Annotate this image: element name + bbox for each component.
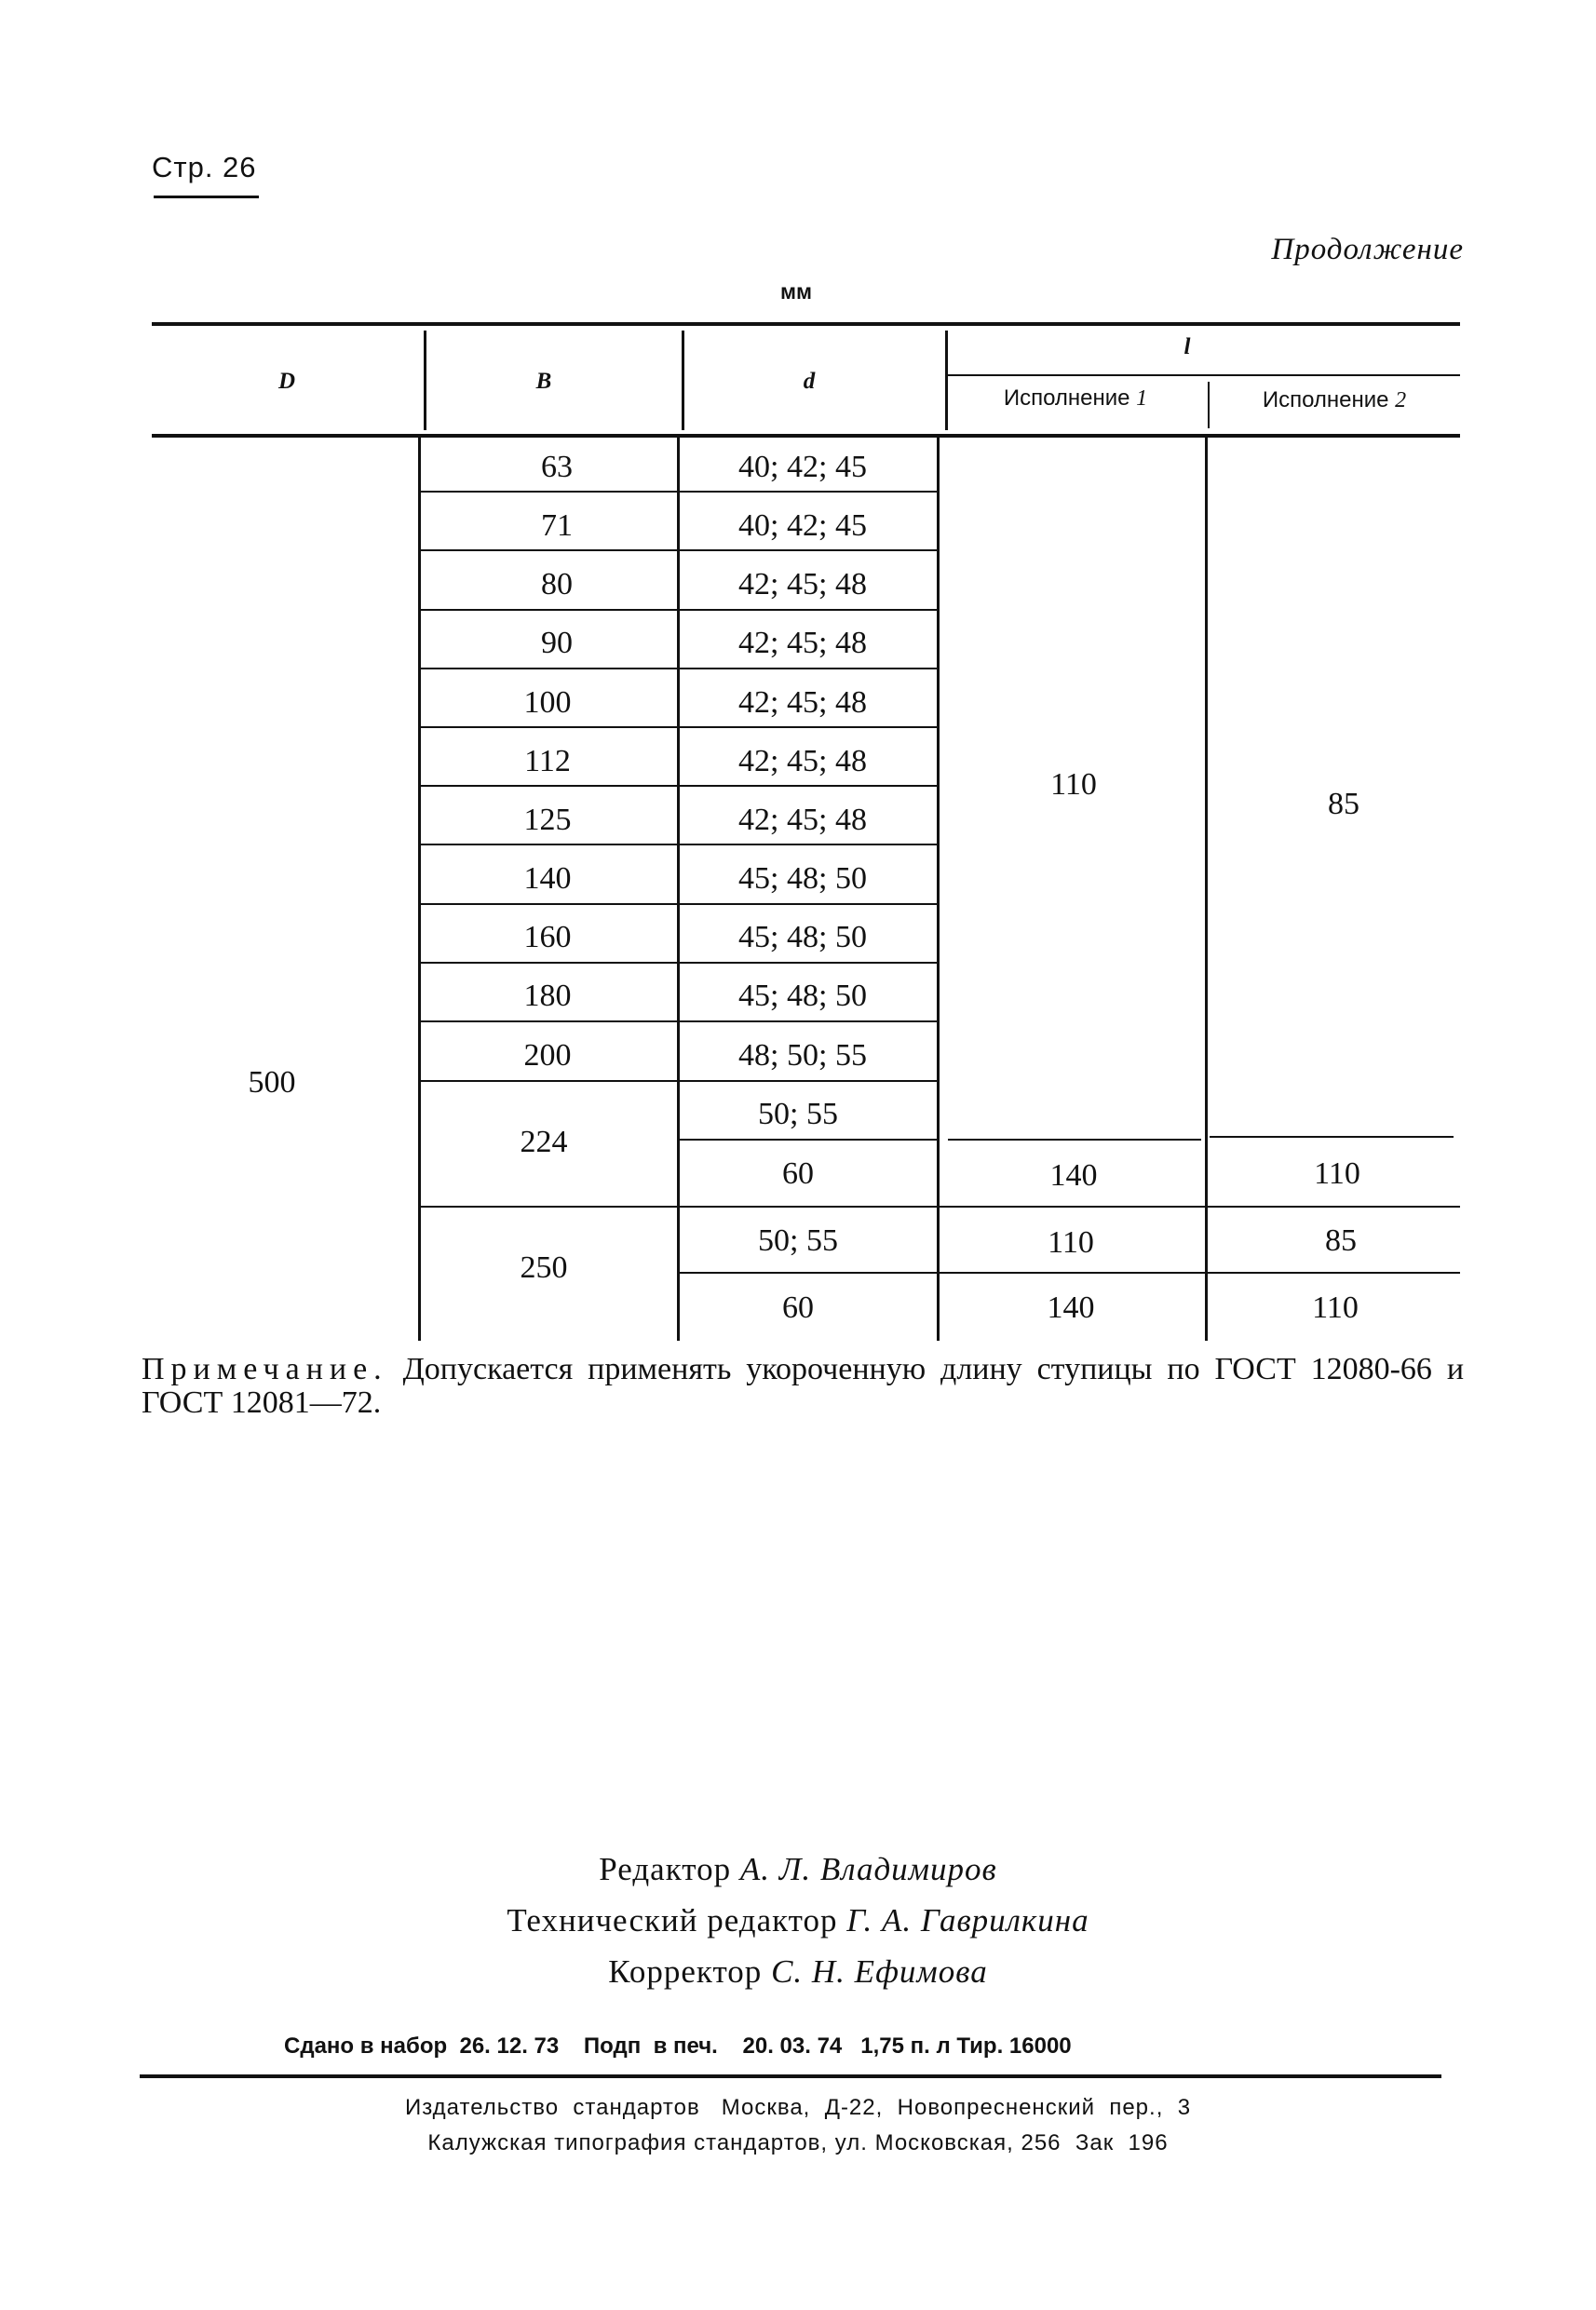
cell-d: 50; 55 — [758, 1097, 838, 1131]
row-rule — [421, 903, 939, 905]
cell-l1: 110 — [1048, 1225, 1094, 1260]
header-l: l — [1183, 334, 1191, 359]
row-rule — [421, 609, 939, 611]
header-d: d — [803, 369, 816, 394]
unit-label: мм — [780, 279, 813, 304]
print-imprint: Сдано в набор 26. 12. 73 Подп в печ. 20. 03. 74 1,75 п. л Тир. 16000 — [284, 2033, 1072, 2059]
header-divider — [1208, 382, 1210, 428]
cell-B: 140 — [523, 861, 572, 896]
row-rule — [421, 726, 939, 728]
cell-d: 50; 55 — [758, 1223, 838, 1258]
header-divider — [682, 331, 684, 430]
cell-l2-merged: 85 — [1328, 787, 1359, 821]
continuation-label: Продолжение — [1271, 233, 1464, 266]
cell-l2: 85 — [1325, 1223, 1357, 1258]
row-rule — [421, 491, 939, 493]
cell-D: 500 — [248, 1065, 296, 1100]
cell-B: 112 — [524, 744, 571, 778]
row-rule — [421, 1080, 939, 1082]
cell-B: 200 — [523, 1038, 572, 1073]
cell-B: 80 — [541, 567, 573, 601]
row-rule — [1210, 1136, 1454, 1138]
cell-B: 160 — [523, 920, 572, 954]
cell-d: 45; 48; 50 — [738, 861, 867, 896]
cell-B: 250 — [520, 1250, 568, 1285]
l-header-rule — [948, 374, 1460, 376]
row-rule — [948, 1139, 1201, 1141]
row-rule — [680, 1272, 1460, 1274]
table-note — [142, 1353, 1464, 1420]
cell-l1: 140 — [1047, 1290, 1095, 1325]
row-rule — [421, 668, 939, 669]
credit-editor: Редактор А. Л. Владимиров — [599, 1851, 997, 1887]
cell-d: 42; 45; 48 — [738, 803, 867, 837]
table-top-rule — [152, 322, 1460, 326]
cell-d: 60 — [782, 1156, 814, 1191]
publisher-line: Издательство стандартов Москва, Д-22, Новопресненский пер., 3 — [404, 2095, 1192, 2120]
cell-d: 42; 45; 48 — [738, 626, 867, 660]
cell-l1-merged: 110 — [1050, 767, 1097, 802]
cell-d: 40; 42; 45 — [738, 508, 867, 543]
cell-B: 71 — [541, 508, 573, 543]
row-rule — [421, 549, 939, 551]
cell-d: 45; 48; 50 — [738, 920, 867, 954]
cell-d: 48; 50; 55 — [738, 1038, 867, 1073]
imprint-rule — [140, 2074, 1441, 2078]
header-bottom-rule — [152, 434, 1460, 438]
row-rule — [680, 1139, 939, 1141]
cell-B: 224 — [520, 1125, 568, 1159]
note-label: Примечание. — [142, 1352, 388, 1386]
header-D: D — [277, 369, 296, 394]
cell-d: 42; 45; 48 — [738, 685, 867, 720]
credit-corrector: Корректор С. Н. Ефимова — [608, 1953, 988, 1990]
row-rule — [421, 785, 939, 787]
header-B: B — [535, 369, 552, 394]
cell-d: 42; 45; 48 — [738, 744, 867, 778]
header-divider — [424, 331, 426, 430]
cell-l2: 110 — [1312, 1290, 1359, 1325]
page-number-rule — [154, 196, 259, 198]
cell-B: 100 — [523, 685, 572, 720]
cell-d: 60 — [782, 1290, 814, 1325]
row-rule — [421, 1206, 1460, 1208]
header-divider — [945, 331, 948, 430]
cell-B: 63 — [541, 450, 573, 484]
cell-d: 42; 45; 48 — [738, 567, 867, 601]
page-number: Стр. 26 — [152, 151, 257, 183]
row-rule — [421, 844, 939, 845]
cell-d: 40; 42; 45 — [738, 450, 867, 484]
cell-l2: 110 — [1314, 1156, 1360, 1191]
cell-B: 125 — [523, 803, 572, 837]
cell-B: 180 — [523, 979, 572, 1013]
header-variant-1: Исполнение 1 — [1003, 385, 1148, 411]
credit-tech-editor: Технический редактор Г. А. Гаврилкина — [507, 1902, 1089, 1939]
cell-d: 45; 48; 50 — [738, 979, 867, 1013]
printer-line: Калужская типография стандартов, ул. Московская, 256 Зак 196 — [427, 2130, 1169, 2155]
cell-B: 90 — [541, 626, 573, 660]
row-rule — [421, 962, 939, 964]
note-text: Допускается применять укороченную длину ступицы по ГОСТ 12080-66 и ГОСТ 12081—72. — [142, 1352, 1465, 1420]
header-variant-2: Исполнение 2 — [1262, 387, 1407, 412]
cell-l1: 140 — [1049, 1158, 1098, 1193]
row-rule — [421, 1020, 939, 1022]
